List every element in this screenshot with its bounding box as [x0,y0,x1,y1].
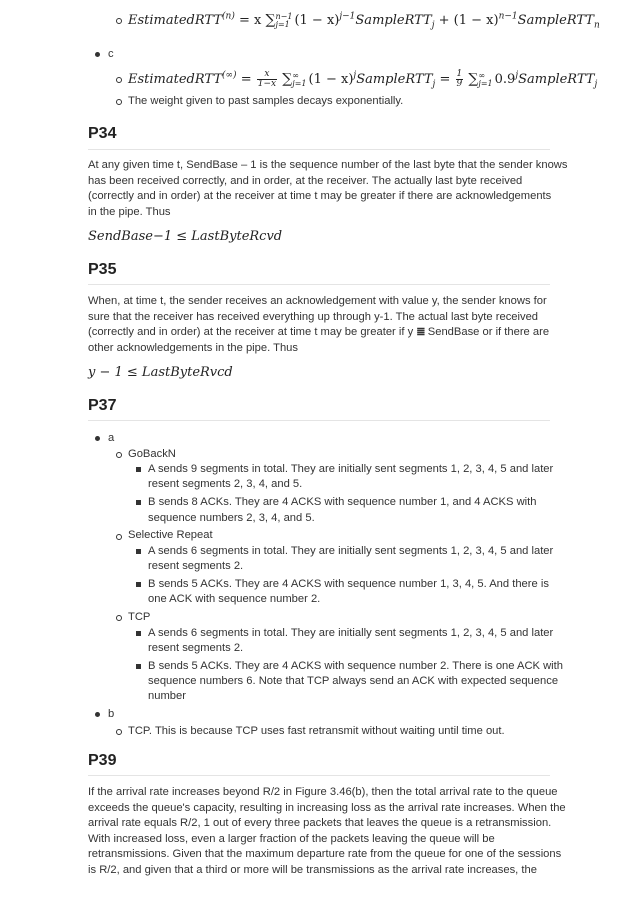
p34-line: (correctly and in order) at the receiver at time t may be greater if there are acknowledgements [88,190,552,202]
p35-line: (correctly and in order) at the receiver at time t may be greater if y ≣ SendBase or if there are [88,325,549,340]
weight-note: The weight given to past samples decays exponentially. [128,95,404,107]
disc-bullet [95,712,100,717]
list-item-a: a [108,432,115,444]
list-item-selective-repeat: Selective Repeat [128,529,213,541]
heading-divider [88,775,550,776]
gobackn-a-sends: A sends 9 segments in total. They are initially sent segments 1, 2, 3, 4, 5 and later [148,463,554,475]
p34-line: has been received correctly, and in order, at the receiver. The actually last byte received [88,175,523,187]
disc-bullet [95,436,100,441]
tcp-fast-retransmit-note: TCP. This is because TCP uses fast retransmit without waiting until time out. [128,725,505,737]
sr-b-sends-cont: one ACK with sequence number 2. [148,593,321,605]
gobackn-b-sends: B sends 8 ACKs. They are 4 ACKS with sequence number 1, and 4 ACKS with [148,496,537,508]
circle-bullet [116,452,122,458]
list-item-b: b [108,708,115,720]
tcp-a-sends: A sends 6 segments in total. They are initially sent segments 1, 2, 3, 4, 5 and later [148,627,554,639]
p39-line: If the arrival rate increases beyond R/2 in Figure 3.46(b), then the total arrival rate to the queue [88,786,558,798]
tcp-b-sends: B sends 5 ACKs. They are 4 ACKS with sequence number 2. There is one ACK with [148,660,563,672]
p35-line: sure that the receiver has received everything up through y-1. The actual last byte received [88,311,539,323]
circle-bullet [116,615,122,621]
p34-line: At any given time t, SendBase – 1 is the sequence number of the last byte that the sender knows [88,159,568,171]
circle-bullet [116,99,122,105]
square-bullet [136,549,141,554]
heading-divider [88,149,550,150]
circle-bullet [116,729,122,735]
p35-line: other acknowledgements in the pipe. Thus [88,342,299,354]
p39-line: is R/2, and given that a third or more will be transmissions as the arrival rate increases, the [88,864,537,876]
section-heading-p37: P37 [88,397,117,414]
geq-symbol: ≣ [416,326,425,338]
formula-y-minus-one: y − 1 ≤ LastByteRvcd [88,365,233,380]
tcp-a-sends-cont: resent segments 2. [148,642,244,654]
p39-line: arrival rate equals R/2, 1 out of every three packets that leaves the queue is a retransmission. [88,817,552,829]
formula-sendbase: SendBase−1 ≤ LastByteRcvd [88,229,283,244]
sr-a-sends-cont: resent segments 2. [148,560,244,572]
tcp-b-sends-cont: sequence numbers 6. Note that TCP always send an ACK with expected sequence [148,675,559,687]
square-bullet [136,582,141,587]
square-bullet [136,664,141,669]
square-bullet [136,631,141,636]
circle-bullet [116,534,122,540]
gobackn-b-sends-cont: sequence numbers 2, 3, 4, and 5. [148,512,315,524]
p35-line: When, at time t, the sender receives an acknowledgement with value y, the sender knows for [88,295,547,307]
p39-line: With increased loss, even a larger fraction of the packets leaving the queue will be [88,833,495,845]
square-bullet [136,467,141,472]
section-heading-p39: P39 [88,752,117,769]
p34-line: in the pipe. Thus [88,206,171,218]
list-item-c: c [108,48,114,60]
tcp-b-sends-cont: number [148,690,186,702]
formula-estimated-rtt-infinity: EstimatedRTT(∞) = $\frac{x}{1-x}$ ∑ ∞ j=1 $(1 - x)^jSampleRTT_j$ = $\frac{1}{9}$ ∑ ∞ j=1 $0.9^jSampleRTT_j$ [128,69,598,90]
sr-b-sends: B sends 5 ACKs. They are 4 ACKS with sequence number 1, 3, 4, 5. And there is [148,578,549,590]
section-heading-p34: P34 [88,125,117,142]
section-heading-p35: P35 [88,261,117,278]
circle-bullet [116,77,122,83]
circle-bullet [116,18,122,24]
gobackn-a-sends-cont: resent segments 2, 3, 4, and 5. [148,478,303,490]
heading-divider [88,284,550,285]
list-item-tcp: TCP [128,611,151,623]
sr-a-sends: A sends 6 segments in total. They are initially sent segments 1, 2, 3, 4, 5 and later [148,545,554,557]
heading-divider [88,420,550,421]
p39-line: retransmissions. Given that the maximum departure rate from the queue for one of the sessions [88,848,562,860]
formula-estimated-rtt-n: EstimatedRTT$^{(n)}$ = x ∑ n−1 j=1 $(1 - x)^{j-1}SampleRTT_j + (1$ − $x)^{n-1}SampleRTT_n$ [128,11,600,31]
square-bullet [136,500,141,505]
p39-line: exceeds the queue's capacity, resulting in increasing loss as the arrival rate increases. When the [88,802,566,814]
disc-bullet [95,52,100,57]
list-item-gobackn: GoBackN [128,448,176,460]
